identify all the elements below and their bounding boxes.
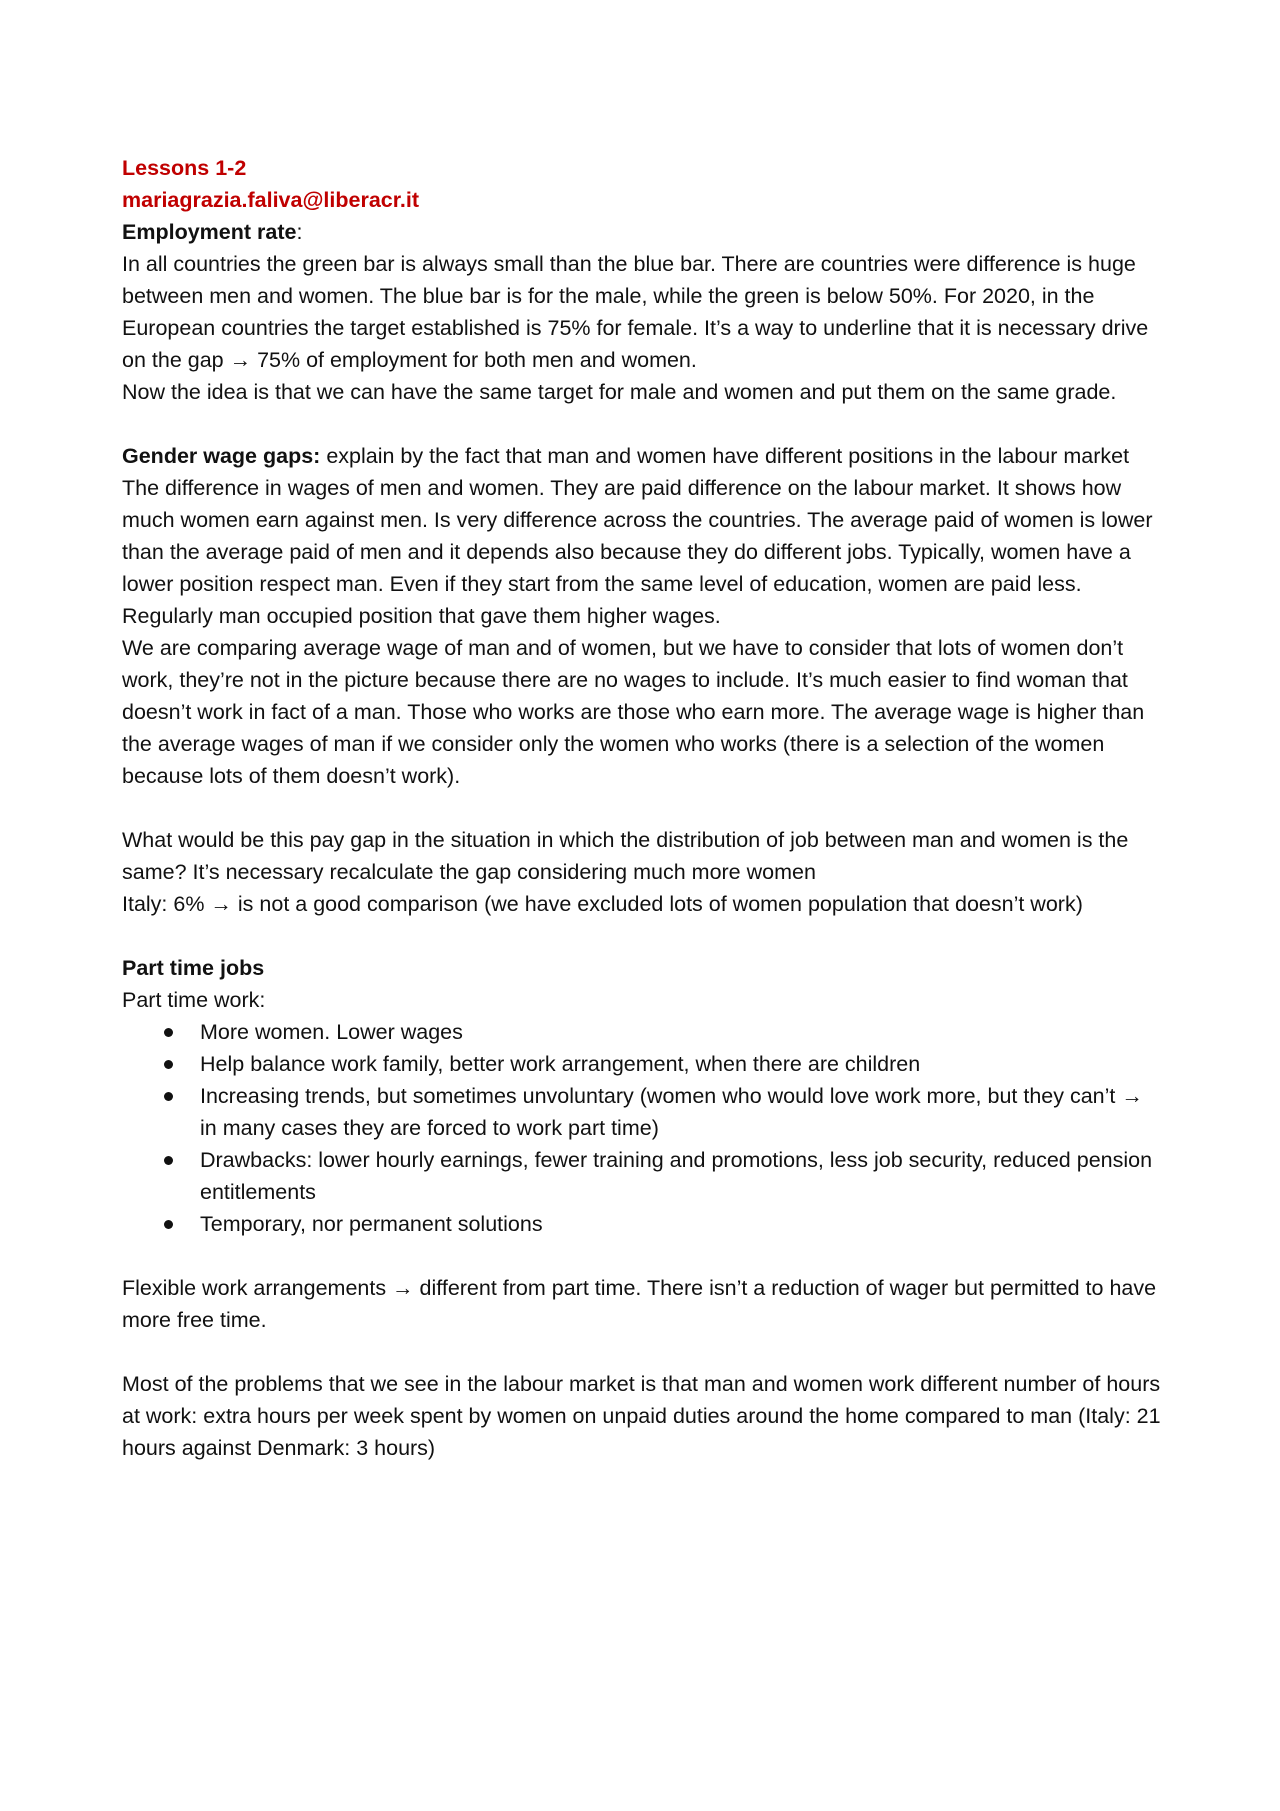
part-time-subheading: Part time work:: [122, 988, 266, 1012]
list-item-text: More women. Lower wages: [200, 1020, 463, 1044]
list-item: [200, 1144, 1162, 1208]
list-item: [200, 1080, 1162, 1144]
spacer: [122, 408, 1162, 440]
list-item: [200, 1048, 1162, 1080]
employment-heading: Employment rate: [122, 220, 297, 244]
list-item-text: Help balance work family, better work arrangement, when there are children: [200, 1052, 921, 1076]
spacer: [122, 1240, 1162, 1272]
list-item-text: Temporary, nor permanent solutions: [200, 1212, 543, 1236]
wage-gap-intro: explain by the fact that man and women have different positions in the labour market: [320, 444, 1130, 468]
bullet-icon: [164, 1092, 173, 1101]
part-time-list: [122, 1016, 1162, 1240]
bullet-icon: [164, 1060, 173, 1069]
flexible-work-paragraph: Flexible work arrangements → different from part time. There isn’t a reduction of wager but permitted to have more free time.: [122, 1276, 1157, 1332]
author-email: mariagrazia.faliva@liberacr.it: [122, 188, 420, 212]
wage-gap-paragraph-4: Italy: 6% → is not a good comparison (we have excluded lots of women population that doesn’t work): [122, 892, 1083, 916]
employment-paragraph-2: Now the idea is that we can have the same target for male and women and put them on the same grade.: [122, 380, 1117, 404]
list-item-text: Drawbacks: lower hourly earnings, fewer training and promotions, less job security, reduced pension entitlements: [200, 1148, 1153, 1204]
wage-gap-paragraph-3: What would be this pay gap in the situation in which the distribution of job between man and women is the same? It’s necessary recalculate the gap considering much more women: [122, 828, 1129, 884]
bullet-icon: [164, 1156, 173, 1165]
spacer: [122, 920, 1162, 952]
part-time-heading: Part time jobs: [122, 956, 265, 980]
employment-heading-colon: :: [296, 220, 303, 244]
list-item-text: Increasing trends, but sometimes unvoluntary (women who would love work more, but they can’t → in many cases they are forced to work part time): [200, 1084, 1143, 1140]
lesson-title: Lessons 1-2: [122, 156, 247, 180]
spacer: [122, 792, 1162, 824]
bullet-icon: [164, 1220, 173, 1229]
unpaid-hours-paragraph: Most of the problems that we see in the labour market is that man and women work different number of hours at work: extra hours per week spent by women on unpaid duties around the home compared to man (Italy: 21 hours against Denmark: 3 hours): [122, 1372, 1161, 1460]
list-item: [200, 1016, 1162, 1048]
bullet-icon: [164, 1028, 173, 1037]
wage-gap-paragraph-1: The difference in wages of men and women. They are paid difference on the labour market. It shows how much women earn against men. Is very difference across the countries. The average paid of women is lower than the average paid of men and it depends also because they do different jobs. Typically, women have a lower position respect man. Even if they start from the same level of education, women are paid less. Regularly man occupied position that gave them higher wages.: [122, 476, 1153, 628]
wage-gap-intro-line: [122, 440, 1162, 472]
document-page: [122, 152, 1162, 1464]
wage-gap-paragraph-2: We are comparing average wage of man and of women, but we have to consider that lots of women don’t work, they’re not in the picture because there are no wages to include. It’s much easier to find woman that doesn’t work in fact of a man. Those who works are those who earn more. The average wage is higher than the average wages of man if we consider only the women who works (there is a selection of the women because lots of them doesn’t work).: [122, 636, 1145, 788]
employment-heading-line: [122, 216, 1162, 248]
list-item: [200, 1208, 1162, 1240]
spacer: [122, 1336, 1162, 1368]
wage-gap-heading: Gender wage gaps:: [122, 444, 321, 468]
employment-paragraph-1: In all countries the green bar is always small than the blue bar. There are countries were difference is huge between men and women. The blue bar is for the male, while the green is below 50%. For 2020, in the European countries the target established is 75% for female. It’s a way to underline that it is necessary drive on the gap → 75% of employment for both men and women.: [122, 252, 1149, 372]
